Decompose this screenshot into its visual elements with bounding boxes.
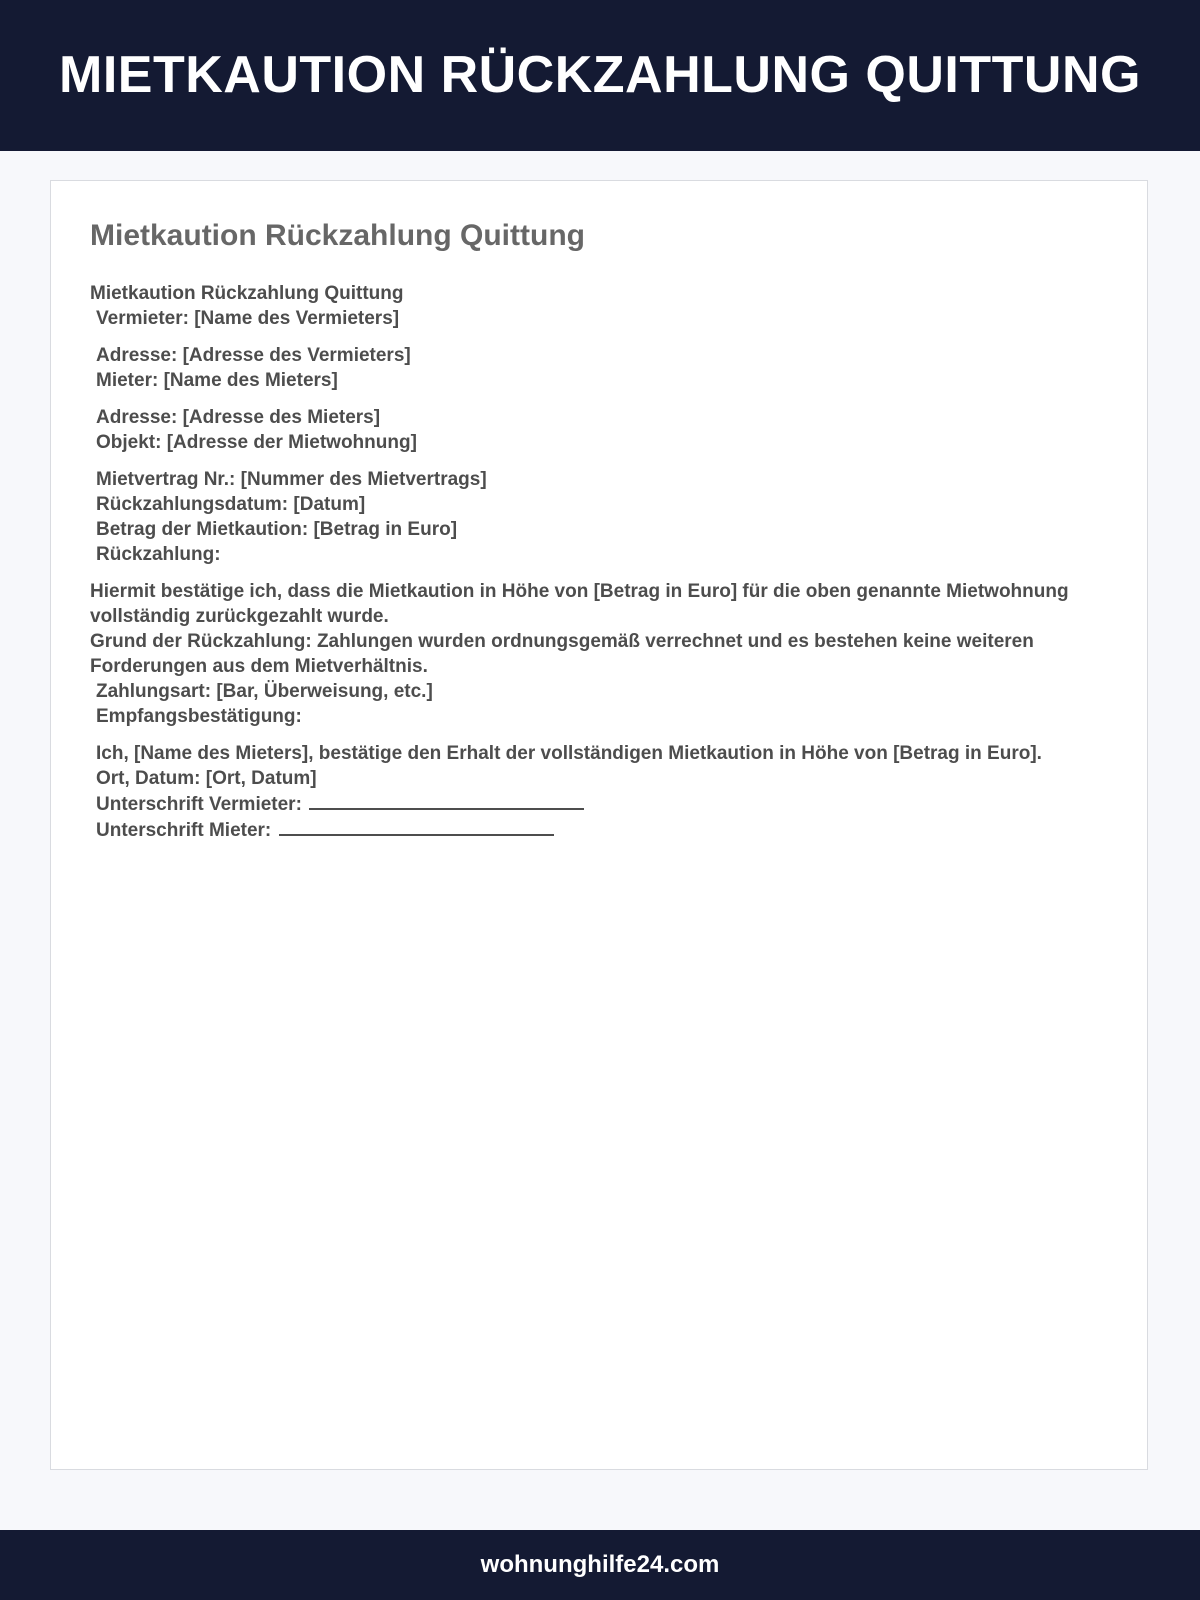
intro-title: Mietkaution Rückzahlung Quittung (90, 283, 404, 304)
deposit-amount-line: Betrag der Mietkaution: [Betrag in Euro] (96, 519, 458, 540)
tenant-address-line: Adresse: [Adresse des Mieters] (96, 407, 381, 428)
confirmation-paragraph: Hiermit bestätige ich, dass die Mietkaution in Höhe von [Betrag in Euro] für die oben genannte Mietwohnung vollständig zurückgezahlt wurde. (90, 581, 1069, 627)
document-card (50, 180, 1148, 1470)
tenant-signature-line (279, 817, 554, 836)
property-line: Objekt: [Adresse der Mietwohnung] (96, 432, 417, 453)
payment-method-line: Zahlungsart: [Bar, Überweisung, etc.] (96, 681, 433, 702)
document-body (90, 281, 1110, 843)
footer-bar (0, 1530, 1200, 1600)
repayment-label: Rückzahlung: (96, 544, 221, 565)
tenant-signature-label: Unterschrift Mieter: (96, 820, 272, 841)
contract-number-line: Mietvertrag Nr.: [Nummer des Mietvertrags] (96, 469, 487, 490)
tenant-signature-row (90, 817, 1110, 843)
place-date-line: Ort, Datum: [Ort, Datum] (96, 768, 317, 789)
document-heading: Mietkaution Rückzahlung Quittung (90, 219, 585, 252)
landlord-line: Vermieter: [Name des Vermieters] (96, 308, 400, 329)
landlord-signature-row (90, 791, 1110, 817)
landlord-address-line: Adresse: [Adresse des Vermieters] (96, 345, 411, 366)
landlord-signature-label: Unterschrift Vermieter: (96, 794, 302, 815)
footer-site-link[interactable]: wohnunghilfe24.com (480, 1551, 720, 1578)
landlord-signature-line (309, 791, 584, 810)
repayment-date-line: Rückzahlungsdatum: [Datum] (96, 494, 366, 515)
top-banner (0, 0, 1200, 151)
tenant-line: Mieter: [Name des Mieters] (96, 370, 338, 391)
receipt-label: Empfangsbestätigung: (96, 706, 302, 727)
banner-title: MIETKAUTION RÜCKZAHLUNG QUITTUNG (59, 45, 1141, 104)
receipt-statement: Ich, [Name des Mieters], bestätige den Erhalt der vollständigen Mietkaution in Höhe von [Betrag in Euro]. (96, 743, 1042, 764)
reason-paragraph: Grund der Rückzahlung: Zahlungen wurden ordnungsgemäß verrechnet und es bestehen keine weiteren Forderungen aus dem Mietverhältnis. (90, 631, 1034, 677)
